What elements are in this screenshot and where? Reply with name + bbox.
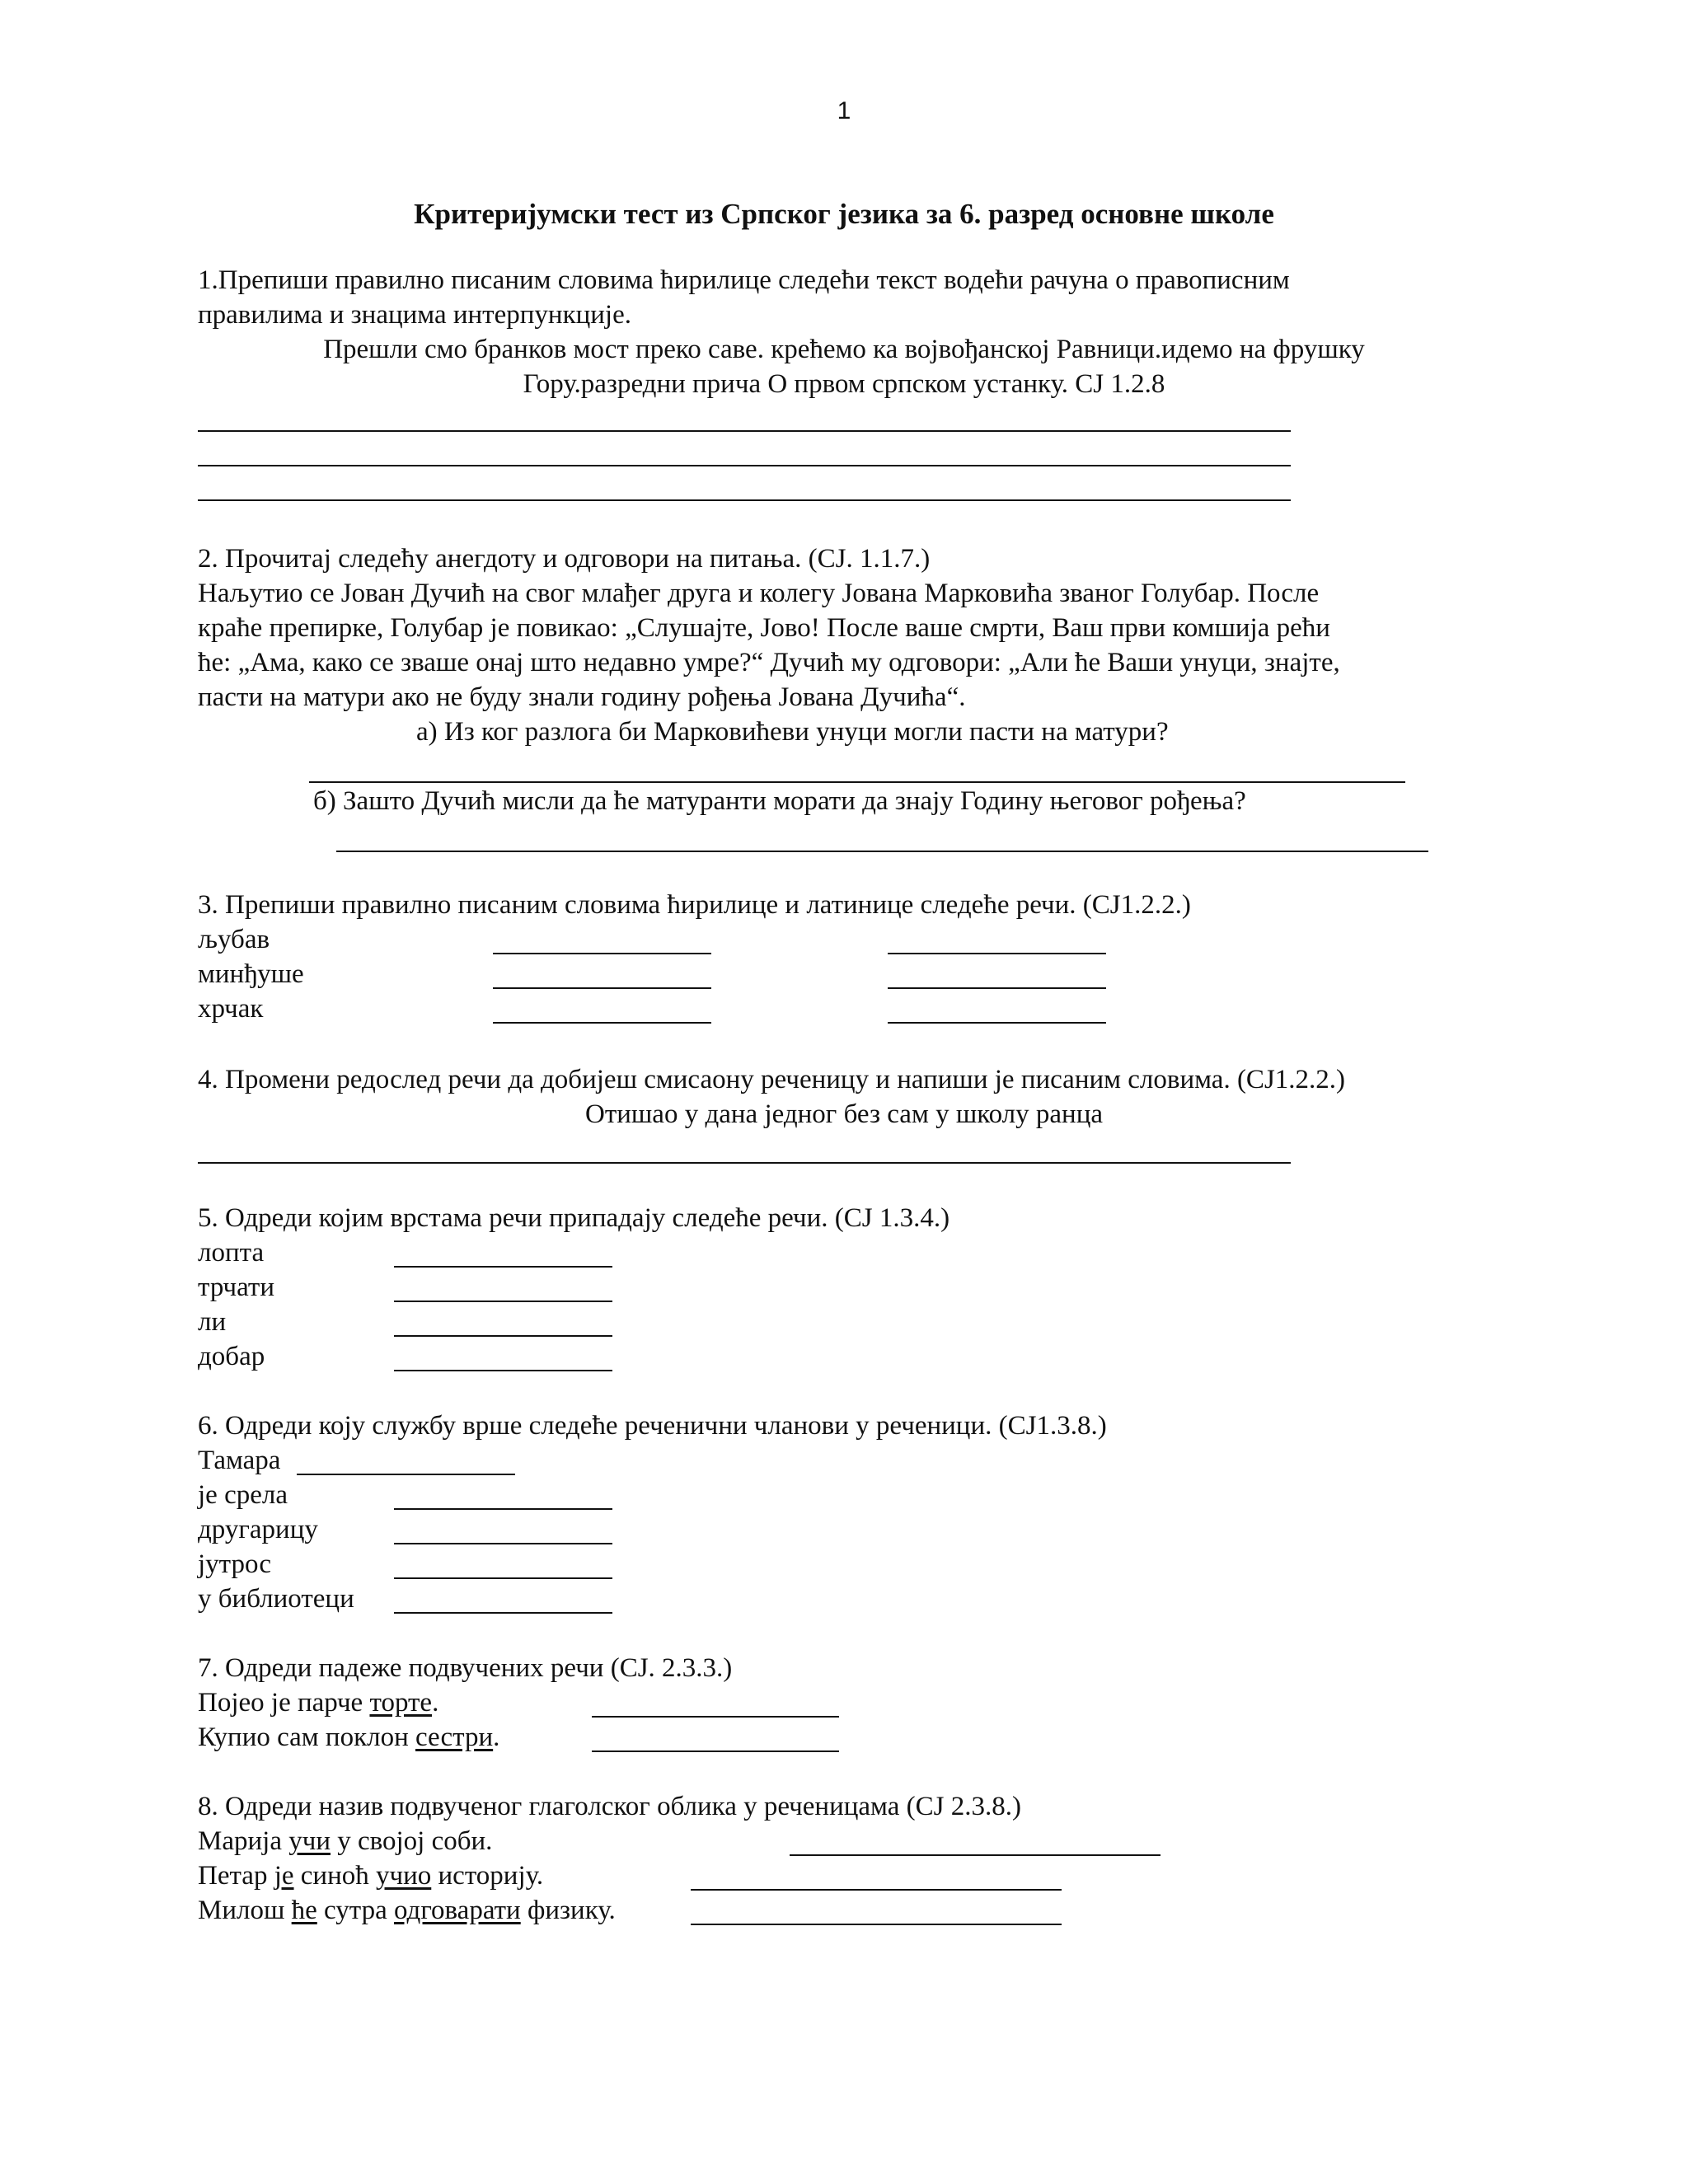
- underlined-word: ће: [291, 1896, 317, 1925]
- q2-question-a: а) Из ког разлога би Марковићеви унуци могли пасти на матури?: [416, 717, 1169, 747]
- q3-word: љубав: [198, 925, 270, 954]
- answer-line: [394, 1543, 612, 1544]
- answer-line: [691, 1924, 1062, 1925]
- answer-line: [336, 851, 1428, 852]
- answer-line: [493, 1022, 711, 1024]
- answer-line: [297, 1474, 515, 1475]
- answer-line: [394, 1335, 612, 1337]
- answer-line: [394, 1301, 612, 1302]
- answer-line: [493, 987, 711, 989]
- q8-sentence: Марија учи у својој соби.: [198, 1826, 493, 1856]
- answer-line: [394, 1266, 612, 1268]
- answer-line: [691, 1889, 1062, 1891]
- answer-line: [493, 953, 711, 954]
- answer-line: [790, 1854, 1160, 1856]
- q5-word: ли: [198, 1307, 227, 1337]
- q2-story: ће: „Ама, како се зваше онај што недавно умре?“ Дучић му одговори: „Али ће Ваши унуци, знајте,: [198, 648, 1340, 677]
- q6-word: у библиотеци: [198, 1584, 354, 1614]
- answer-line: [394, 1370, 612, 1371]
- answer-line: [394, 1577, 612, 1579]
- answer-line: [198, 430, 1291, 432]
- underlined-word: торте: [369, 1688, 433, 1718]
- answer-line: [394, 1612, 612, 1614]
- q5-word: лопта: [198, 1238, 265, 1268]
- answer-line: [592, 1750, 839, 1752]
- q5-word: трчати: [198, 1272, 274, 1302]
- q4-heading: 4. Промени редослед речи да добијеш смисаону реченицу и напиши је писаним словима. (СЈ1.2.2.): [198, 1065, 1346, 1094]
- q1-instruction: 1.Препиши правилно писаним словима ћирилице следећи текст водећи рачуна о правописним: [198, 265, 1290, 295]
- answer-line: [888, 953, 1106, 954]
- q1-text: Прешли смо бранков мост преко саве. крећемо ка војвођанској Равници.идемо на фрушку: [323, 335, 1365, 364]
- underlined-word: одговарати: [393, 1896, 521, 1925]
- q2-question-b: б) Зашто Дучић мисли да ће матуранти морати да знају Годину његовог рођења?: [313, 786, 1246, 816]
- underlined-word: је: [274, 1861, 294, 1891]
- underlined-word: сестри: [415, 1722, 494, 1752]
- q8-heading: 8. Одреди назив подвученог глаголског облика у реченицама (СЈ 2.3.8.): [198, 1792, 1021, 1821]
- answer-line: [592, 1716, 839, 1718]
- q6-word: Тамара: [198, 1446, 281, 1475]
- answer-line: [888, 1022, 1106, 1024]
- page-number: 1: [837, 97, 851, 124]
- q5-heading: 5. Одреди којим врстама речи припадају следеће речи. (СЈ 1.3.4.): [198, 1203, 950, 1233]
- answer-line: [198, 499, 1291, 501]
- q7-sentence: Појео је парче торте.: [198, 1688, 439, 1718]
- answer-line: [309, 781, 1405, 783]
- q7-sentence: Купио сам поклон сестри.: [198, 1722, 500, 1752]
- underlined-word: учи: [288, 1826, 331, 1856]
- q6-heading: 6. Одреди коју службу врше следеће реченични чланови у реченици. (СЈ1.3.8.): [198, 1411, 1107, 1441]
- q2-story: Наљутио се Јован Дучић на свог млађег друга и колегу Јована Марковића званог Голубар. После: [198, 579, 1320, 608]
- q7-heading: 7. Одреди падеже подвучених речи (СЈ. 2.3.3.): [198, 1653, 733, 1683]
- answer-line: [198, 1162, 1291, 1164]
- underlined-word: учио: [376, 1861, 432, 1891]
- q3-word: хрчак: [198, 994, 264, 1024]
- q6-word: другарицу: [198, 1515, 318, 1544]
- test-title: Критеријумски тест из Српског језика за 6. разред основне школе: [414, 198, 1274, 230]
- q2-story: пасти на матури ако не буду знали годину рођења Јована Дучића“.: [198, 682, 966, 712]
- q1-text-cont: Гору.разредни прича О првом српском устанку. СЈ 1.2.8: [523, 369, 1165, 399]
- q6-word: је срела: [198, 1480, 288, 1510]
- answer-line: [888, 987, 1106, 989]
- q1-instruction-cont: правилима и знацима интерпункције.: [198, 300, 631, 330]
- q4-words: Отишао у дана једног без сам у школу ранца: [584, 1099, 1103, 1129]
- answer-line: [198, 465, 1291, 466]
- q2-story: краће препирке, Голубар је повикао: „Слушајте, Јово! После ваше смрти, Ваш први комшија рећи: [198, 613, 1330, 643]
- q8-sentence: Милош ће сутра одговарати физику.: [198, 1896, 616, 1925]
- q8-sentence: Петар је синоћ учио историју.: [198, 1861, 544, 1891]
- q2-heading: 2. Прочитај следећу анегдоту и одговори на питања. (СЈ. 1.1.7.): [198, 544, 931, 574]
- answer-line: [394, 1508, 612, 1510]
- q5-word: добар: [198, 1342, 265, 1371]
- q3-word: минђуше: [198, 959, 304, 989]
- q3-heading: 3. Препиши правилно писаним словима ћирилице и латинице следеће речи. (СЈ1.2.2.): [198, 890, 1191, 920]
- q6-word: јутрос: [198, 1549, 271, 1579]
